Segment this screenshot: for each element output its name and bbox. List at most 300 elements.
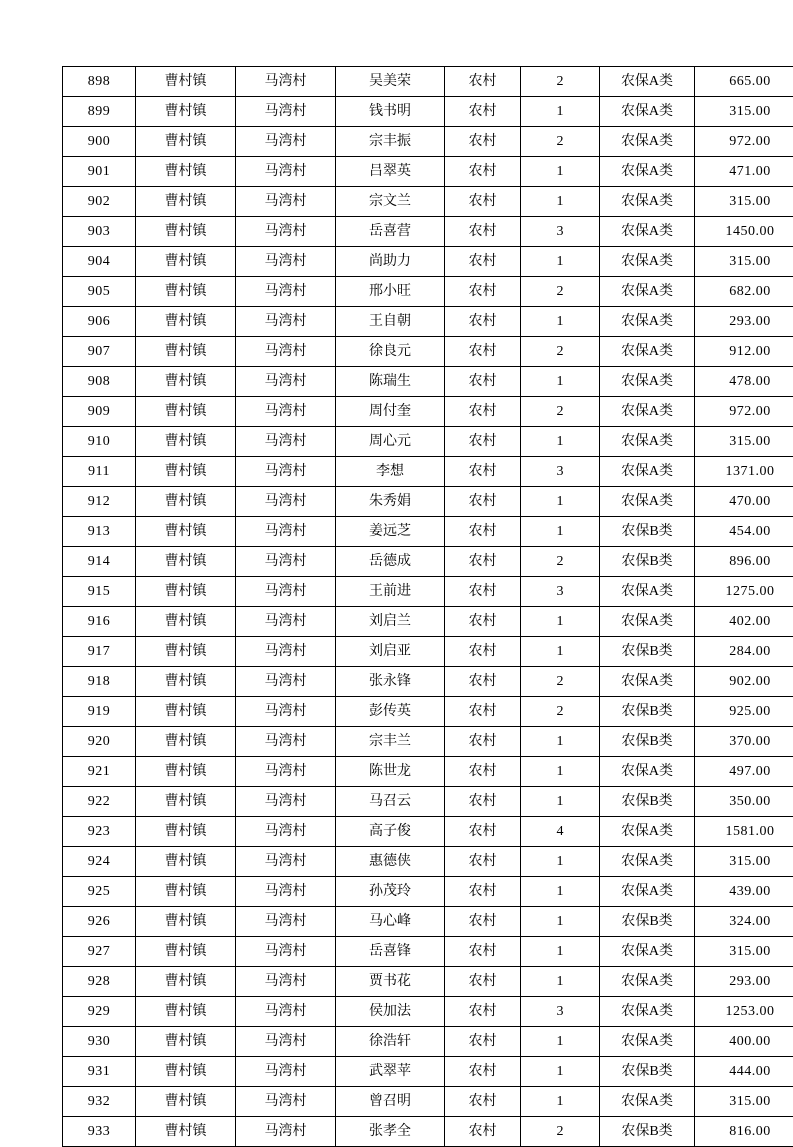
cell-category: 农保B类: [600, 517, 695, 547]
cell-category: 农保A类: [600, 577, 695, 607]
cell-id: 914: [63, 547, 136, 577]
cell-town: 曹村镇: [136, 217, 236, 247]
cell-name: 尚助力: [336, 247, 445, 277]
cell-id: 901: [63, 157, 136, 187]
cell-category: 农保A类: [600, 277, 695, 307]
cell-category: 农保A类: [600, 757, 695, 787]
table-row: [63, 247, 793, 277]
cell-household-type: 农村: [445, 427, 521, 457]
table-row: [63, 787, 793, 817]
cell-person-count: 3: [521, 457, 600, 487]
cell-village: 马湾村: [236, 997, 336, 1027]
cell-household-type: 农村: [445, 1027, 521, 1057]
cell-town: 曹村镇: [136, 637, 236, 667]
cell-village: 马湾村: [236, 487, 336, 517]
cell-person-count: 1: [521, 1057, 600, 1087]
cell-household-type: 农村: [445, 487, 521, 517]
cell-category: 农保B类: [600, 787, 695, 817]
cell-id: 903: [63, 217, 136, 247]
cell-person-count: 4: [521, 817, 600, 847]
cell-id: 909: [63, 397, 136, 427]
cell-village: 马湾村: [236, 1057, 336, 1087]
cell-category: 农保A类: [600, 667, 695, 697]
cell-village: 马湾村: [236, 127, 336, 157]
cell-amount: 315.00: [695, 847, 793, 877]
cell-person-count: 1: [521, 937, 600, 967]
cell-village: 马湾村: [236, 907, 336, 937]
cell-category: 农保A类: [600, 817, 695, 847]
cell-person-count: 2: [521, 337, 600, 367]
cell-village: 马湾村: [236, 397, 336, 427]
cell-village: 马湾村: [236, 217, 336, 247]
cell-household-type: 农村: [445, 847, 521, 877]
cell-village: 马湾村: [236, 457, 336, 487]
cell-id: 928: [63, 967, 136, 997]
cell-town: 曹村镇: [136, 967, 236, 997]
cell-village: 马湾村: [236, 547, 336, 577]
cell-town: 曹村镇: [136, 757, 236, 787]
cell-town: 曹村镇: [136, 97, 236, 127]
cell-id: 899: [63, 97, 136, 127]
cell-town: 曹村镇: [136, 127, 236, 157]
cell-household-type: 农村: [445, 937, 521, 967]
cell-household-type: 农村: [445, 877, 521, 907]
cell-town: 曹村镇: [136, 457, 236, 487]
cell-name: 宗文兰: [336, 187, 445, 217]
cell-person-count: 1: [521, 367, 600, 397]
cell-id: 906: [63, 307, 136, 337]
cell-person-count: 1: [521, 427, 600, 457]
table-row: [63, 427, 793, 457]
cell-amount: 816.00: [695, 1117, 793, 1147]
table-row: [63, 127, 793, 157]
cell-amount: 478.00: [695, 367, 793, 397]
cell-amount: 400.00: [695, 1027, 793, 1057]
cell-household-type: 农村: [445, 217, 521, 247]
cell-household-type: 农村: [445, 517, 521, 547]
cell-person-count: 1: [521, 607, 600, 637]
cell-name: 宗丰振: [336, 127, 445, 157]
cell-village: 马湾村: [236, 1027, 336, 1057]
cell-amount: 1581.00: [695, 817, 793, 847]
cell-category: 农保B类: [600, 907, 695, 937]
cell-town: 曹村镇: [136, 817, 236, 847]
cell-name: 徐良元: [336, 337, 445, 367]
cell-name: 刘启兰: [336, 607, 445, 637]
cell-village: 马湾村: [236, 1117, 336, 1147]
cell-town: 曹村镇: [136, 1087, 236, 1117]
cell-amount: 972.00: [695, 127, 793, 157]
cell-village: 马湾村: [236, 727, 336, 757]
cell-town: 曹村镇: [136, 907, 236, 937]
table-row: [63, 1057, 793, 1087]
cell-household-type: 农村: [445, 397, 521, 427]
cell-town: 曹村镇: [136, 397, 236, 427]
cell-amount: 284.00: [695, 637, 793, 667]
cell-id: 933: [63, 1117, 136, 1147]
cell-id: 925: [63, 877, 136, 907]
cell-town: 曹村镇: [136, 847, 236, 877]
cell-name: 邢小旺: [336, 277, 445, 307]
cell-id: 907: [63, 337, 136, 367]
cell-person-count: 2: [521, 667, 600, 697]
cell-amount: 293.00: [695, 307, 793, 337]
cell-name: 马召云: [336, 787, 445, 817]
cell-name: 吕翠英: [336, 157, 445, 187]
table-row: [63, 1087, 793, 1117]
cell-household-type: 农村: [445, 697, 521, 727]
cell-person-count: 1: [521, 787, 600, 817]
cell-person-count: 1: [521, 967, 600, 997]
cell-id: 924: [63, 847, 136, 877]
cell-category: 农保A类: [600, 397, 695, 427]
cell-town: 曹村镇: [136, 1117, 236, 1147]
cell-id: 931: [63, 1057, 136, 1087]
cell-name: 贾书花: [336, 967, 445, 997]
table-row: [63, 457, 793, 487]
cell-name: 彭传英: [336, 697, 445, 727]
cell-category: 农保A类: [600, 127, 695, 157]
cell-id: 910: [63, 427, 136, 457]
cell-village: 马湾村: [236, 937, 336, 967]
cell-household-type: 农村: [445, 1117, 521, 1147]
cell-id: 923: [63, 817, 136, 847]
cell-name: 姜远芝: [336, 517, 445, 547]
cell-person-count: 3: [521, 997, 600, 1027]
cell-village: 马湾村: [236, 517, 336, 547]
cell-id: 929: [63, 997, 136, 1027]
table-row: [63, 577, 793, 607]
cell-amount: 315.00: [695, 427, 793, 457]
cell-town: 曹村镇: [136, 667, 236, 697]
cell-amount: 912.00: [695, 337, 793, 367]
cell-name: 张永锋: [336, 667, 445, 697]
cell-name: 武翠苹: [336, 1057, 445, 1087]
cell-amount: 402.00: [695, 607, 793, 637]
cell-village: 马湾村: [236, 1087, 336, 1117]
cell-town: 曹村镇: [136, 877, 236, 907]
cell-village: 马湾村: [236, 877, 336, 907]
cell-town: 曹村镇: [136, 607, 236, 637]
cell-person-count: 2: [521, 697, 600, 727]
cell-category: 农保A类: [600, 877, 695, 907]
cell-category: 农保A类: [600, 67, 695, 97]
table-row: [63, 337, 793, 367]
table-row: [63, 547, 793, 577]
cell-category: 农保B类: [600, 547, 695, 577]
cell-household-type: 农村: [445, 787, 521, 817]
cell-name: 陈瑞生: [336, 367, 445, 397]
cell-amount: 1275.00: [695, 577, 793, 607]
cell-village: 马湾村: [236, 967, 336, 997]
cell-person-count: 3: [521, 577, 600, 607]
cell-amount: 315.00: [695, 247, 793, 277]
cell-person-count: 2: [521, 127, 600, 157]
cell-town: 曹村镇: [136, 937, 236, 967]
cell-household-type: 农村: [445, 247, 521, 277]
cell-amount: 315.00: [695, 937, 793, 967]
cell-person-count: 1: [521, 157, 600, 187]
cell-id: 915: [63, 577, 136, 607]
cell-person-count: 1: [521, 1087, 600, 1117]
cell-household-type: 农村: [445, 577, 521, 607]
cell-name: 侯加法: [336, 997, 445, 1027]
cell-household-type: 农村: [445, 367, 521, 397]
cell-id: 922: [63, 787, 136, 817]
cell-category: 农保A类: [600, 487, 695, 517]
table-row: [63, 517, 793, 547]
table-row: [63, 997, 793, 1027]
cell-person-count: 1: [521, 97, 600, 127]
cell-category: 农保A类: [600, 427, 695, 457]
cell-id: 920: [63, 727, 136, 757]
cell-person-count: 1: [521, 307, 600, 337]
cell-village: 马湾村: [236, 67, 336, 97]
cell-town: 曹村镇: [136, 517, 236, 547]
cell-household-type: 农村: [445, 157, 521, 187]
cell-person-count: 1: [521, 727, 600, 757]
cell-amount: 896.00: [695, 547, 793, 577]
table-body: [63, 67, 793, 1147]
cell-person-count: 1: [521, 247, 600, 277]
cell-household-type: 农村: [445, 637, 521, 667]
cell-village: 马湾村: [236, 757, 336, 787]
cell-amount: 1450.00: [695, 217, 793, 247]
cell-category: 农保A类: [600, 157, 695, 187]
cell-category: 农保A类: [600, 307, 695, 337]
table-row: [63, 607, 793, 637]
cell-amount: 454.00: [695, 517, 793, 547]
cell-household-type: 农村: [445, 97, 521, 127]
table-row: [63, 487, 793, 517]
table-row: [63, 817, 793, 847]
cell-household-type: 农村: [445, 67, 521, 97]
cell-name: 周付奎: [336, 397, 445, 427]
cell-id: 917: [63, 637, 136, 667]
cell-town: 曹村镇: [136, 337, 236, 367]
cell-person-count: 1: [521, 637, 600, 667]
cell-town: 曹村镇: [136, 787, 236, 817]
cell-household-type: 农村: [445, 817, 521, 847]
cell-name: 周心元: [336, 427, 445, 457]
cell-village: 马湾村: [236, 637, 336, 667]
cell-id: 905: [63, 277, 136, 307]
cell-household-type: 农村: [445, 607, 521, 637]
cell-household-type: 农村: [445, 727, 521, 757]
cell-name: 张孝全: [336, 1117, 445, 1147]
table-row: [63, 757, 793, 787]
cell-amount: 925.00: [695, 697, 793, 727]
cell-id: 912: [63, 487, 136, 517]
cell-amount: 444.00: [695, 1057, 793, 1087]
cell-amount: 293.00: [695, 967, 793, 997]
table-row: [63, 847, 793, 877]
cell-person-count: 1: [521, 487, 600, 517]
table-row: [63, 397, 793, 427]
cell-village: 马湾村: [236, 697, 336, 727]
cell-village: 马湾村: [236, 847, 336, 877]
cell-amount: 324.00: [695, 907, 793, 937]
cell-household-type: 农村: [445, 907, 521, 937]
table-row: [63, 217, 793, 247]
cell-household-type: 农村: [445, 337, 521, 367]
cell-category: 农保A类: [600, 1027, 695, 1057]
cell-village: 马湾村: [236, 277, 336, 307]
cell-id: 930: [63, 1027, 136, 1057]
cell-category: 农保B类: [600, 727, 695, 757]
cell-amount: 471.00: [695, 157, 793, 187]
cell-name: 朱秀娟: [336, 487, 445, 517]
cell-category: 农保A类: [600, 187, 695, 217]
table-row: [63, 157, 793, 187]
cell-amount: 902.00: [695, 667, 793, 697]
cell-id: 898: [63, 67, 136, 97]
cell-category: 农保B类: [600, 1117, 695, 1147]
cell-id: 927: [63, 937, 136, 967]
cell-amount: 1253.00: [695, 997, 793, 1027]
cell-amount: 350.00: [695, 787, 793, 817]
cell-category: 农保A类: [600, 937, 695, 967]
cell-town: 曹村镇: [136, 697, 236, 727]
cell-amount: 470.00: [695, 487, 793, 517]
cell-category: 农保A类: [600, 967, 695, 997]
cell-category: 农保A类: [600, 337, 695, 367]
cell-person-count: 2: [521, 67, 600, 97]
cell-name: 马心峰: [336, 907, 445, 937]
cell-category: 农保B类: [600, 697, 695, 727]
cell-town: 曹村镇: [136, 157, 236, 187]
cell-village: 马湾村: [236, 187, 336, 217]
cell-village: 马湾村: [236, 577, 336, 607]
cell-household-type: 农村: [445, 547, 521, 577]
cell-town: 曹村镇: [136, 997, 236, 1027]
cell-name: 岳喜营: [336, 217, 445, 247]
cell-town: 曹村镇: [136, 427, 236, 457]
cell-name: 岳德成: [336, 547, 445, 577]
cell-household-type: 农村: [445, 757, 521, 787]
cell-person-count: 1: [521, 757, 600, 787]
cell-village: 马湾村: [236, 667, 336, 697]
cell-category: 农保A类: [600, 1087, 695, 1117]
cell-village: 马湾村: [236, 367, 336, 397]
cell-amount: 665.00: [695, 67, 793, 97]
cell-town: 曹村镇: [136, 727, 236, 757]
table-row: [63, 937, 793, 967]
cell-amount: 315.00: [695, 1087, 793, 1117]
cell-id: 902: [63, 187, 136, 217]
cell-amount: 315.00: [695, 187, 793, 217]
cell-person-count: 1: [521, 187, 600, 217]
cell-category: 农保B类: [600, 637, 695, 667]
cell-household-type: 农村: [445, 1087, 521, 1117]
cell-village: 马湾村: [236, 97, 336, 127]
cell-town: 曹村镇: [136, 277, 236, 307]
table-row: [63, 277, 793, 307]
table-row: [63, 667, 793, 697]
cell-name: 徐浩轩: [336, 1027, 445, 1057]
cell-village: 马湾村: [236, 337, 336, 367]
cell-id: 926: [63, 907, 136, 937]
cell-id: 911: [63, 457, 136, 487]
cell-town: 曹村镇: [136, 1027, 236, 1057]
cell-name: 宗丰兰: [336, 727, 445, 757]
cell-amount: 439.00: [695, 877, 793, 907]
cell-amount: 1371.00: [695, 457, 793, 487]
cell-village: 马湾村: [236, 157, 336, 187]
cell-household-type: 农村: [445, 1057, 521, 1087]
cell-village: 马湾村: [236, 307, 336, 337]
cell-person-count: 2: [521, 397, 600, 427]
cell-name: 钱书明: [336, 97, 445, 127]
cell-id: 913: [63, 517, 136, 547]
cell-household-type: 农村: [445, 187, 521, 217]
cell-category: 农保A类: [600, 457, 695, 487]
cell-category: 农保A类: [600, 997, 695, 1027]
table-row: [63, 367, 793, 397]
cell-village: 马湾村: [236, 787, 336, 817]
table-row: [63, 637, 793, 667]
cell-amount: 497.00: [695, 757, 793, 787]
cell-town: 曹村镇: [136, 247, 236, 277]
cell-household-type: 农村: [445, 667, 521, 697]
cell-id: 932: [63, 1087, 136, 1117]
cell-town: 曹村镇: [136, 307, 236, 337]
table-row: [63, 967, 793, 997]
cell-household-type: 农村: [445, 307, 521, 337]
table-row: [63, 697, 793, 727]
cell-name: 刘启亚: [336, 637, 445, 667]
cell-person-count: 1: [521, 847, 600, 877]
cell-name: 曾召明: [336, 1087, 445, 1117]
cell-town: 曹村镇: [136, 487, 236, 517]
cell-id: 908: [63, 367, 136, 397]
cell-amount: 972.00: [695, 397, 793, 427]
table-row: [63, 1027, 793, 1057]
cell-person-count: 1: [521, 907, 600, 937]
table-row: [63, 727, 793, 757]
cell-person-count: 2: [521, 547, 600, 577]
cell-id: 904: [63, 247, 136, 277]
cell-person-count: 1: [521, 517, 600, 547]
cell-town: 曹村镇: [136, 187, 236, 217]
cell-name: 高子俊: [336, 817, 445, 847]
cell-town: 曹村镇: [136, 67, 236, 97]
cell-name: 孙茂玲: [336, 877, 445, 907]
table-row: [63, 877, 793, 907]
cell-village: 马湾村: [236, 247, 336, 277]
cell-category: 农保A类: [600, 217, 695, 247]
cell-town: 曹村镇: [136, 547, 236, 577]
table-row: [63, 1117, 793, 1147]
cell-category: 农保A类: [600, 247, 695, 277]
table-row: [63, 187, 793, 217]
cell-town: 曹村镇: [136, 577, 236, 607]
table-row: [63, 97, 793, 127]
table-row: [63, 907, 793, 937]
cell-category: 农保A类: [600, 97, 695, 127]
cell-person-count: 2: [521, 277, 600, 307]
cell-household-type: 农村: [445, 997, 521, 1027]
cell-id: 900: [63, 127, 136, 157]
table-row: [63, 307, 793, 337]
cell-id: 921: [63, 757, 136, 787]
cell-category: 农保A类: [600, 607, 695, 637]
cell-household-type: 农村: [445, 967, 521, 997]
cell-id: 919: [63, 697, 136, 727]
cell-name: 李想: [336, 457, 445, 487]
cell-person-count: 1: [521, 877, 600, 907]
cell-amount: 682.00: [695, 277, 793, 307]
